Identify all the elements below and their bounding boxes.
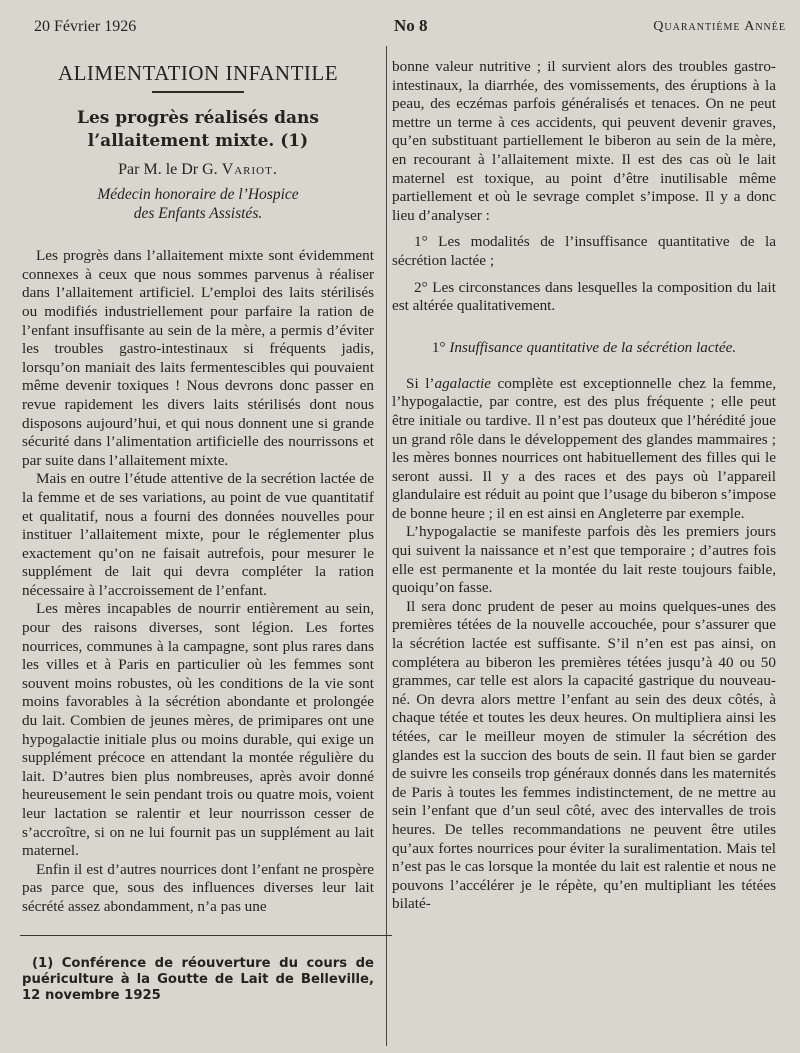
footnote-rule	[20, 935, 392, 936]
subsection-number: 1°	[431, 338, 446, 356]
paragraph: Mais en outre l’étude attentive de la secrétion lactée de la femme et de ses variations, au point de vue quantitatif et qualitatif, nous a fourni des données nouvelles pour instituer l’allaitement mixte, pour le réglementer plus exactement qu’on ne faisait autrefois, pour mesurer le supplément de lait qui devra compléter la ration nécessaire à l’accroissement de l’enfant.	[22, 470, 374, 599]
issue-number: No 8	[394, 16, 428, 35]
column-divider	[386, 46, 387, 1046]
text-run: complète est exceptionnelle chez la femme, l’hypogalactie, par contre, est des plus fréquente ; elle peut être initiale ou tardive. Il n’est pas douteux que l’hérédité joue un grand rôle dans le développement des glandes mammaires ; les mères bonnes nourrices ont habituellement des filles qui le seront aussi. Il y a des races et des pays où l’appareil glandulaire est réduit au point que l’usage du biberon s’impose de bonne heure ; il en est ainsi en Angleterre par exemple.	[392, 374, 776, 522]
left-column	[22, 46, 374, 1004]
byline-prefix: Par M. le Dr G.	[118, 160, 218, 178]
issue-date: 20 Février 1926	[34, 18, 137, 35]
author-affiliation	[22, 185, 374, 223]
subsection-heading	[412, 338, 756, 357]
paragraph: Enfin il est d’autres nourrices dont l’enfant ne prospère pas parce que, sous des influences diverses leur lait sécrété assez abondamment, n’a pas une	[22, 860, 374, 915]
byline	[22, 161, 374, 180]
article-title: Les progrès réalisés dans l’allaitement mixte. (1)	[76, 107, 319, 151]
issue-year: Quarantième Année	[653, 19, 786, 34]
right-column	[392, 58, 776, 914]
subsection-title: Insuffisance quantitative de la sécrétion lactée.	[449, 338, 737, 356]
italic-term: agalactie	[434, 374, 491, 392]
footnote: (1) Conférence de réouverture du cours de puériculture à la Goutte de Lait de Belleville, 12 novembre 1925	[22, 955, 374, 1003]
section-title: ALIMENTATION INFANTILE	[57, 61, 339, 85]
list-item: 1° Les modalités de l’insuffisance quantitative de la sécrétion lactée ;	[392, 233, 776, 269]
paragraph-continued: bonne valeur nutritive ; il survient alors des troubles gastro-intestinaux, la diarrhée, des vomissements, des éruptions à la peau, des eczémas parfois généralisés et tenaces. On ne peut mettre un terme à ces accidents, qui peuvent devenir graves, qu’en substituant partiellement le biberon au sein de la mère, en recourant à l’allaitement mixte. Il est des cas où le lait maternel est toxique, au point d’être inutilisable même partiellement et où le sevrage complet s’impose. Il y a donc lieu d’analyser :	[392, 58, 776, 224]
paragraph: L’hypogalactie se manifeste parfois dès les premiers jours qui suivent la naissance et n’est que temporaire ; d’autres fois elle est permanente et la montée du lait reste toujours faible, quoiqu’on fasse.	[392, 523, 776, 597]
affiliation-line-1: Médecin honoraire de l’Hospice	[97, 186, 299, 204]
paragraph: Les progrès dans l’allaitement mixte sont évidemment connexes à ceux que nous sommes parvenus à réaliser dans l’allaitement artificiel. L’emploi des laits stérilisés ou modifiés industriellement pour parfaire la ration de l’enfant insuffisante au sein de la mère, a permis d’éviter les troubles gastro-intestinaux si fréquents jadis, lorsqu’on maniait des laits fermentescibles qui pouvaient même devenir toxiques ! Nous devrons donc passer en revue rapidement les divers laits stérilisés dont nous disposons aujourd’hui, et qui nous donnent une si grande sécurité dans l’alimentation artificielle des nourrissons et par suite dans l’allaitement mixte.	[22, 247, 374, 469]
paragraph	[392, 375, 776, 524]
affiliation-line-2: des Enfants Assistés.	[133, 205, 263, 223]
paragraph: Les mères incapables de nourrir entièrement au sein, pour des raisons diverses, sont légion. Les fortes nourrices, communes à la campagne, sont plus rares dans les villes et à Paris en particulier où les femmes sont souvent moins robustes, où les conditions de la vie sont moins favorables à la sécrétion abondante et prolongée du lait. Combien de jeunes mères, de primipares ont une hypogalactie initiale plus ou moins durable, qui exige un supplément précoce en attendant la montée régulière du lait. D’autres bien plus nombreuses, après avoir donné heureusement le sein pendant trois ou quatre mois, voient leur lactation se ralentir et leur nourrisson cesser de s’accroître, si on ne lui fournit pas un supplément au lait maternel.	[22, 600, 374, 860]
page-header	[34, 12, 790, 36]
text-run: Si l’	[406, 374, 435, 392]
title-rule	[152, 91, 244, 93]
author-name: Variot.	[221, 160, 278, 178]
list-item: 2° Les circonstances dans lesquelles la composition du lait est altérée qualitativement.	[392, 278, 776, 315]
paragraph: Il sera donc prudent de peser au moins quelques-unes des premières tétées de la nouvelle accouchée, pour s’assurer que la sécrétion lactée est suffisante. S’il n’en est pas ainsi, on complétera au biberon les premières tétées jusqu’à 40 ou 50 grammes, car telle est alors la capacité gastrique du nouveau-né. On devra alors mettre l’enfant au sein des deux côtés, à chaque tétée et toutes les deux heures. On multipliera ainsi les tétées, car le meilleur moyen de stimuler la sécrétion des glandes est la succion des bouts de sein. Il faut bien se garder de suivre les conseils trop généraux donnés dans les maternités de Paris à toutes les femmes indistinctement, de ne mettre au sein l’enfant que d’un seul côté, avec des intervalles de trois heures. De telles recommandations ne peuvent être utiles qu’aux fortes nourrices pour éviter la suralimentation. Mais tel n’est pas le cas lorsque la montée du lait est ralentie et nous ne pouvons l’accélérer je le répète, qu’en multipliant les tétées bilaté-	[392, 597, 776, 913]
